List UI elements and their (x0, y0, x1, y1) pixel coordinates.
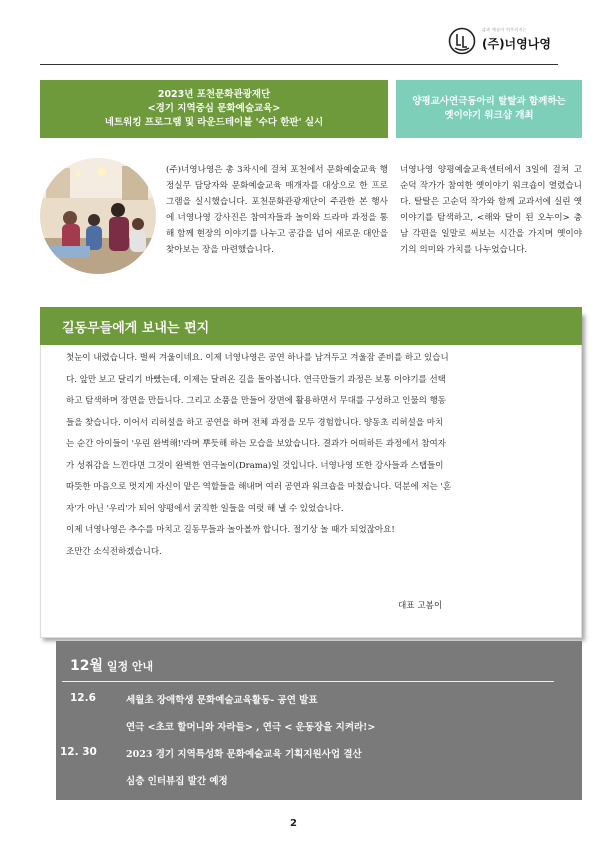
schedule-title-month: 12월 (70, 658, 104, 674)
letter-line: 다. 앞만 보고 달리기 바빴는데, 이제는 달려온 길을 돌아봅니다. 연극만들기 과정은 보통 이야기를 선택 (66, 374, 446, 385)
letter-line: 가 성취감을 느낀다면 그것이 완벽한 연극놀이(Drama)일 것입니다. 너영나영 또한 강사들과 스탭들이 (66, 460, 444, 471)
letter-line: 따뜻한 마음으로 멋지게 자신이 맡은 역할들을 해내며 여러 공연과 워크숍을 마쳤습니다. 덕분에 저는 '혼 (66, 482, 452, 492)
letter-line: 는 순간 아이들이 '우린 완벽해!'라며 뿌듯해 하는 모습을 보았습니다. 결과가 어떠하든 과정에서 참여자 (66, 439, 446, 449)
banner-left-line-1: 2023년 포천문화관광재단 (157, 89, 271, 101)
logo-tagline: 삶과 예술이 어우러지는 (482, 27, 527, 32)
article-banner-right (396, 80, 582, 138)
letter-line: 첫눈이 내렸습니다. 벌써 겨울이네요. 이제 너영나영은 공연 하나를 남겨두고 겨울잠 준비를 하고 있습니 (66, 353, 449, 363)
schedule-date: 12. 30 (60, 746, 97, 758)
banner-right-line-1: 양평교사연극동아리 탈탈과 함께하는 (412, 96, 566, 108)
schedule-item-line: 심층 인터뷰집 발간 예정 (126, 776, 228, 787)
article-right-text: 너영나영 양평예술교육센터에서 3일에 걸쳐 고순덕 작가가 참여한 옛이야기 워크숍이 열렸습니다. 탈탈은 고순덕 작가와 함께 교과서에 실린 옛이야기를 탐색하고, <해와 달이 된 오누이> 충남 각편을 일말로 써보는 시간을 가지며 옛이야기의 의미와 가치를 나누었습니다. (400, 165, 582, 255)
workshop-photo (40, 158, 156, 274)
letter-line: 자'가 아닌 '우리'가 되어 양평에서 굵직한 일들을 여럿 해 낼 수 있었습니다. (66, 503, 344, 514)
article-banner-left (40, 80, 388, 138)
letter-line: 조만간 소식전하겠습니다. (66, 546, 162, 557)
letter-signature: 대표 고봄이 (398, 601, 443, 611)
schedule-title-rest: 일정 안내 (103, 660, 154, 673)
schedule-divider (62, 681, 554, 682)
article-left-text: (주)너영나영은 총 3차시에 걸쳐 포천에서 문화예술교육 행정실무 담당자와 문화예술교육 매개자를 대상으로 한 프로그램을 실시했습니다. 포천문화관광재단이 주관한 본 행사에 너영나영 강사진은 참여자들과 놀이와 드라마 과정을 통해 함께 현장의 이야기를 나누고 공감을 넘어 새로운 대안을 찾아보는 장을 마련했습니다. (166, 165, 388, 255)
schedule-item-line: 세월초 장애학생 문화예술교육활동- 공연 발표 (126, 695, 318, 706)
page-number: 2 (290, 818, 297, 829)
banner-right-line-2: 옛이야기 워크샵 개최 (444, 110, 534, 121)
schedule-date: 12.6 (70, 692, 96, 704)
letter-title: 길동무들에게 보내는 편지 (40, 307, 582, 345)
schedule-title (70, 655, 153, 675)
banner-left-line-3: 네트워킹 프로그램 및 라운드테이블 '수다 한판' 실시 (104, 116, 324, 128)
header-divider (40, 64, 558, 65)
letter-line: 이제 너영나영은 추수를 마치고 길동무들과 놀아볼까 합니다. 절기상 놀 때가 되었잖아요! (66, 525, 395, 535)
banner-left-line-2: <경기 지역중심 문화예술교육> (147, 103, 281, 115)
company-logo (448, 26, 580, 56)
logo-name: (주)너영나영 (482, 37, 551, 51)
logo-mark-icon (448, 27, 476, 55)
schedule-item-line: 2023 경기 지역특성화 문화예술교육 기획지원사업 결산 (126, 749, 362, 760)
schedule-item-line: 연극 <초코 할머니와 자라들> , 연극 < 운동장을 지켜라!> (126, 722, 376, 733)
letter-body (66, 348, 572, 563)
letter-line: 하고 탐색하며 장면을 만듭니다. 그리고 소품을 만들어 장면에 활용하면서 무대를 구성하고 인물의 행동 (66, 396, 446, 406)
letter-line: 들을 찾습니다. 이어서 리허설을 하고 공연을 하며 전체 과정을 모두 경험합니다. 양동초 리허설을 마치 (66, 417, 444, 428)
